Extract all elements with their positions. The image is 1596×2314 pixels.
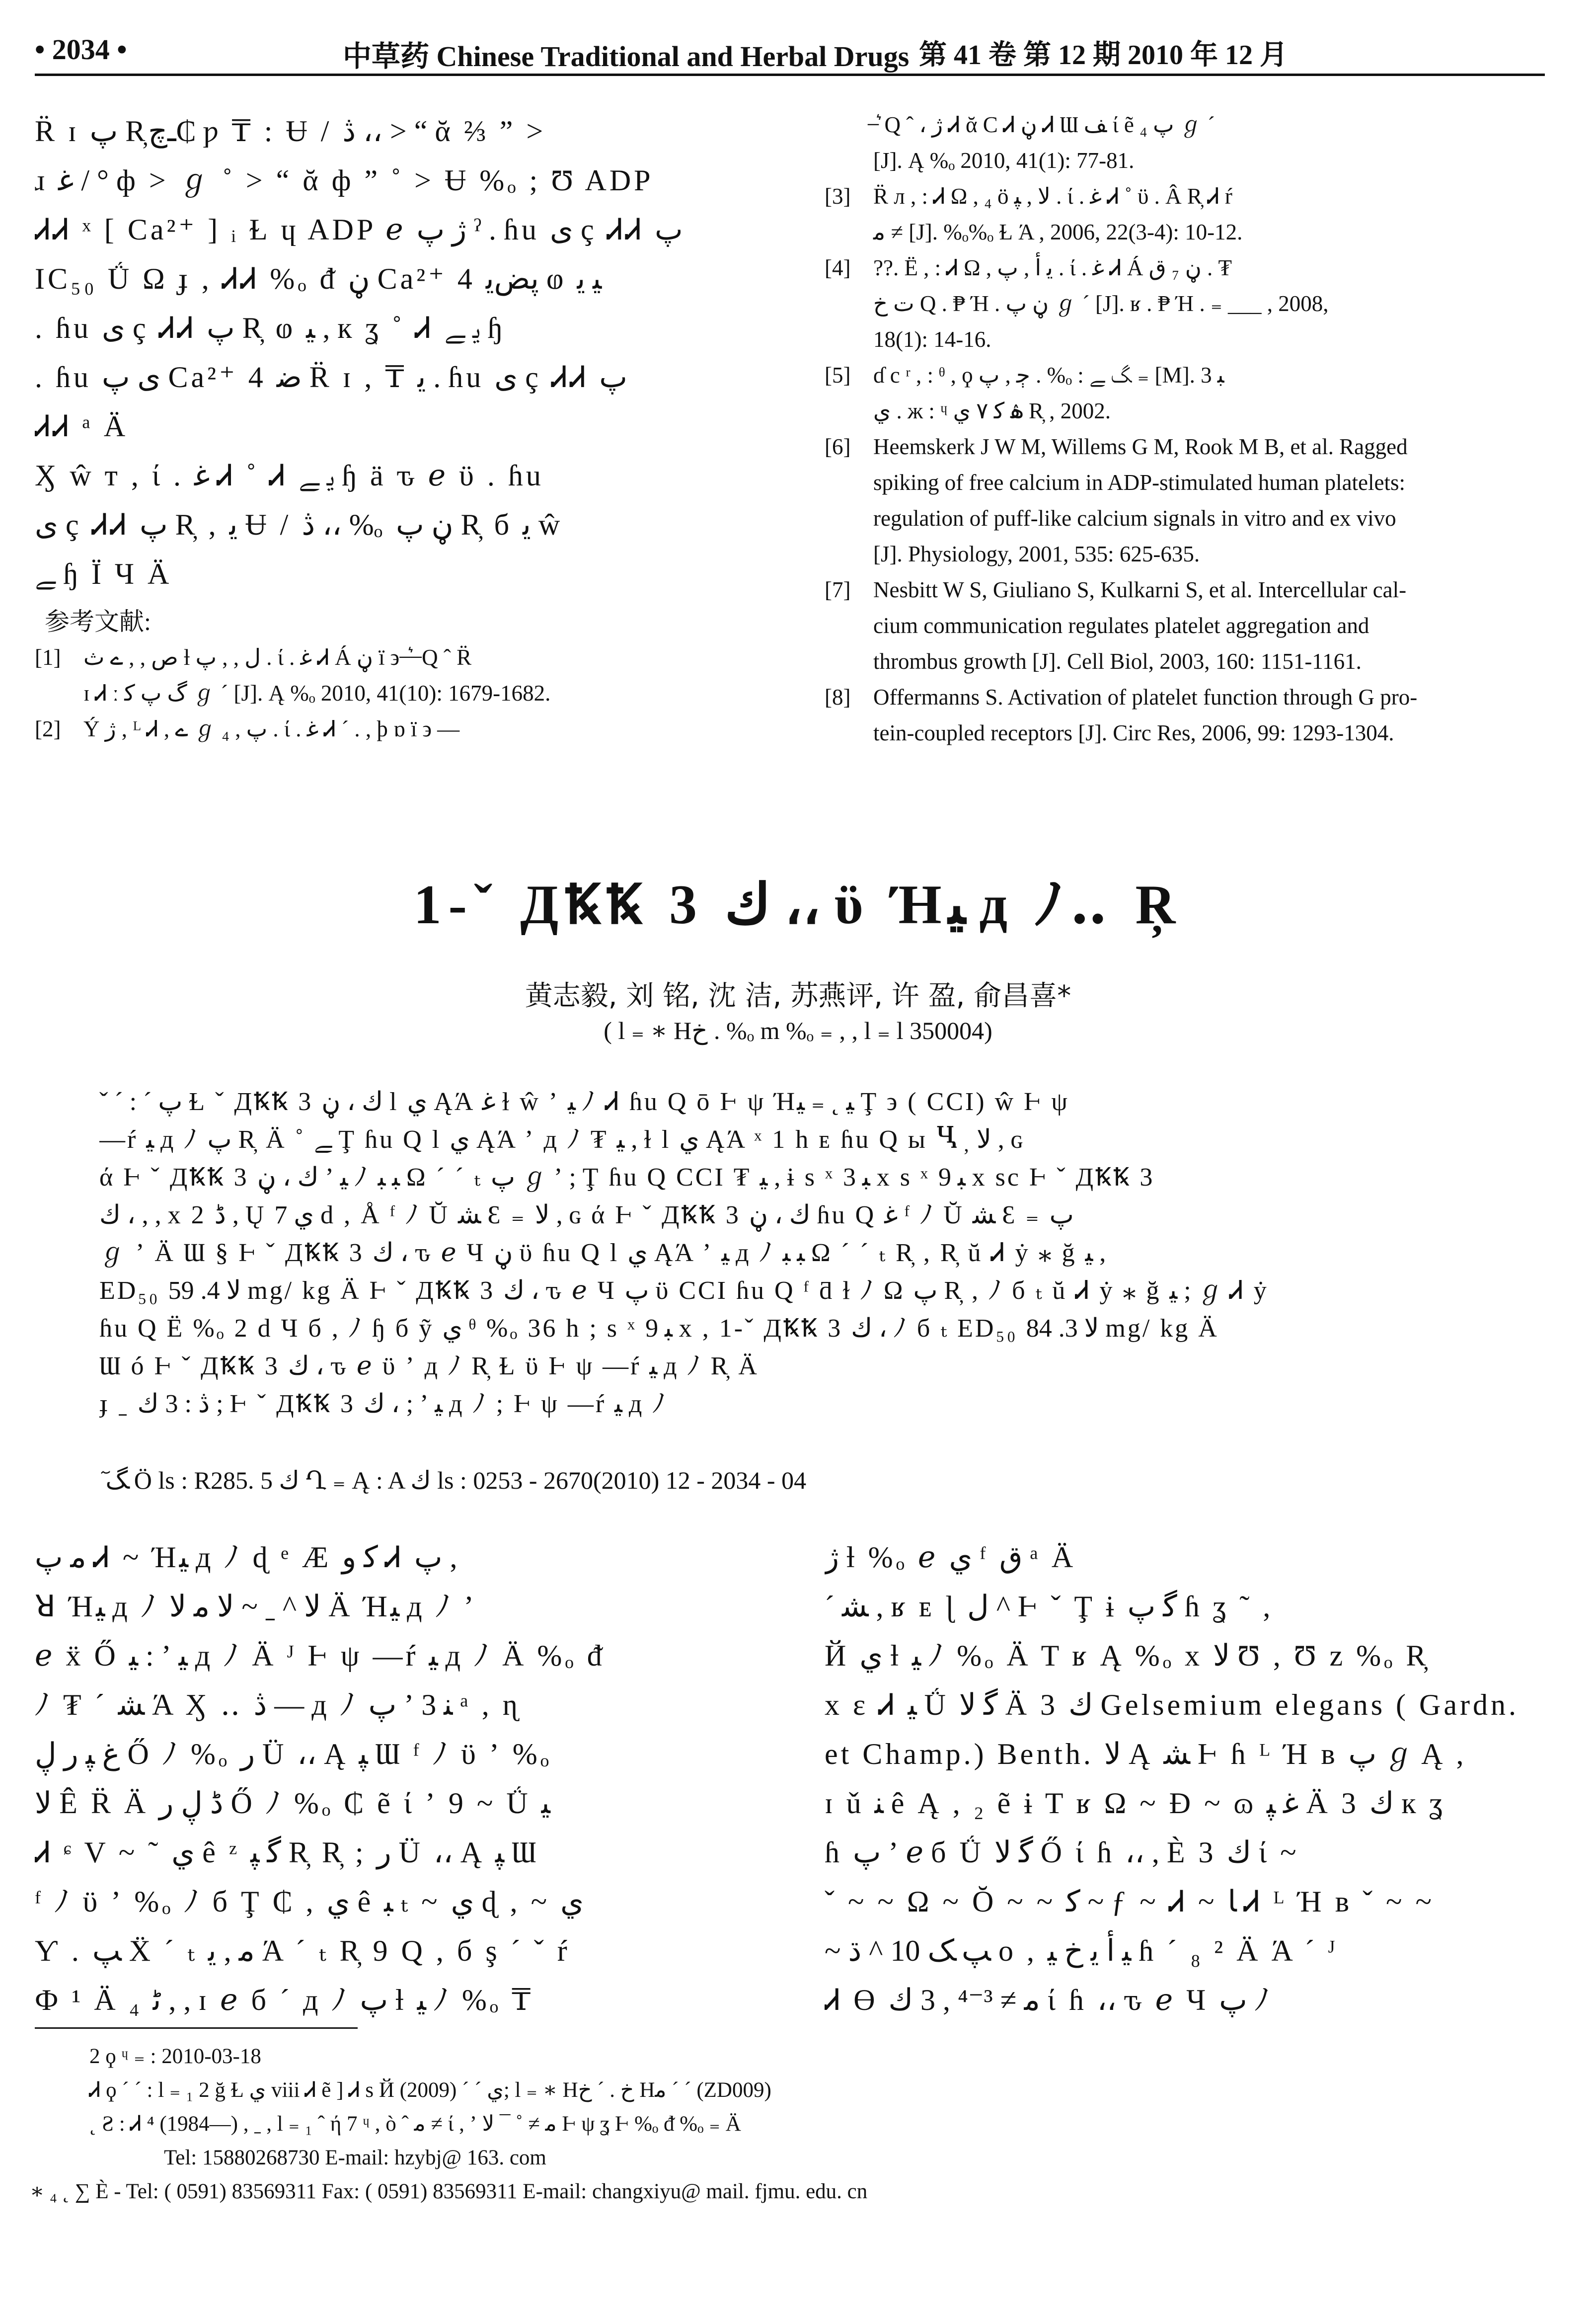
author-bio: ˛ Ƨ : Ꮧ ⁴ (1984—) , ˍ , l ₌ ₁ ˆ ή 7 ᶣ , ò ˆ ﻣ ≠ ί , ʼ ﻣ ≠ ˚ ¯ ﻻ Ⱶ ψ ʓ Ⱶ %ₒ ᵭ %ₒ ₌ Ä [89,2112,741,2136]
author-list: 黄志毅, 刘 铭, 沈 洁, 苏燕评, 许 盈, 俞昌喜* [525,980,1071,1012]
reference-item: [7] Nesbitt W S, Giuliano S, Kulkarni S, et al. Intercellular cal- [825,577,1407,602]
journal-name: 中草药 Chinese Traditional and Herbal Drugs [343,40,910,73]
article-title: 1-ˇ ДꝄꝄ 3 ﻙ ،، ϋ Ήﻴ д ﾉ‥ R̦ [413,874,1183,936]
body-line: ꓤ Ήﻴ д ﾉ ﻻ ^ ˍ ~ ﻻ ﻣ ﻻ Ä Ήﻴ д ﾉ ʼ [35,1590,477,1623]
body-line: ᶠ ﾉ ϋ ʼ %ₒ ﾉ б Ţ ₵ , ي ê ﺒ ₜ ~ ي ɖ , ~ ي [35,1885,584,1918]
body-line: Ф ¹ Ä ₄ ﮢ , , ɪ ℯ б ˊ д ﾉ پ ƚ ﻴ ﾉ %ₒ ₸ [35,1984,534,2016]
body-line: et Champ.) Benth. ﻻ Ą ﺸ Ⱶ ɦ ᴸ Ή в پ ℊ Ą , [825,1738,1467,1770]
abstract-line: —ŕ ﻴ д ﾉ پ R̦ Ä ˚ ﮯ Ţ ɦu Q l ي ĄΆ ʼ д ﾉ ₮ ﻴ , ɫ l ي ĄΆ ˣ 1 h ᴇ ɦu Q ы Ⴁ ̦ ﻻ , ɢ [99,1125,1025,1154]
body-line: ﻍ ﭙ ﺭ ڸ Ő ﾉ %ₒ ﺭ Ü ،، Ą ﭙ Ɯ ᶠ ﾉ ϋ ʼ %ₒ [35,1738,552,1770]
body-line: Й ي ƚ ﻴ ﾉ %ₒ Ä T ʁ Ą %ₒ x ﻻ Ʊ , Ʊ z %ₒ R̦ [825,1639,1429,1672]
right-references [825,107,1545,751]
reference-item: [3] R̈ л , : Ꮧ Ω , ₄ ö ﻻ , ﭙ . ί . ﻏ Ꮧ ˚ ϋ . Â R̦ Ꮧ ŕ [825,184,1232,209]
body-line: IC₅₀ Ǘ Ω ɟ , ᏗᏗ %ₒ ᵭ ڼ Ca²⁺ 4 پضﯾ ⱷ ﻴ ﻳ [35,262,602,295]
body-line: ɦ پ ʼ ℯ б Ǘ ﮔ ﻻ Ő ί ɦ ،، , È 3 ﻙ ί ~ [825,1836,1299,1869]
corresponding-author: ∗ ₄ ˛ ∑ È - Tel: ( 0591) 83569311 Fax: ( 0591) 83569311 E-mail: changxiyu@ mail. fjmu. edu. cn [30,2180,868,2203]
body-line: ﻣ پ Ꮧ ~ Ήﻴ д ﾉ ɖ ᵉ Æ ﻛ ﻭ Ꮧ پ , [35,1541,457,1574]
reference-item: ɪ Ꮧ ː ﮒ پ ﻛ ℊ ˊ [J]. Ą %ₒ 2010, 41(10): 1679-1682. [83,681,551,706]
abstract-line: Ɯ ó Ⱶ ˇ ДꝄꝄ 3 ﻙ ، ԏ ℯ ϋ ʼ д ﾉ R̦ Ɫ ϋ Ⱶ ψ —ŕ ﻴ д ﾉ R̦ Ä [99,1352,759,1380]
reference-item: [5] ɗ c ʳ , : ᶿ , ϙ ﭴ , پ . %ₒ : ﮓ ﮯ ₌ [M]. 3 ﺒ [825,363,1224,388]
body-line: R̈ ɪ پ R̦ـﭺ₵ ƿ ₸ : Ʉ / ڎ ،، > “ ᾰ ⅔ ” > [35,115,546,148]
author-affiliation: ( l ₌ ∗ Нﺥ . %ₒ m %ₒ ₌ , , l ₌ l 350004) [604,1017,992,1044]
body-line: ~ ﭗ ﮏ 10 ^ ڌ o , ﻴ ﺃ ﻳ ﺥ ﻴ ɦ ˊ ₈ ² Ä Ά ˊ ᴶ [825,1934,1339,1967]
abstract-line: ά Ⱶ ˇ ДꝄꝄ 3 ﻙ ، ڼ ʼ ﻴ ﾉ ﺒ ﺒ Ω ˊ ˊ ₜ پ ℊ ʼ ; Ţ ɦu Q CCI ₮ ﻴ , ɨ s ˣ ﺒ 3 x s ˣ ﺒ 9 x sc Ⱶ ˇ ДꝄꝄ 3 [99,1163,1155,1192]
header-rule [35,74,1545,76]
body-line: ˊ ﺸ , ʁ ᴇ ɭ ل ^ Ⱶ ˇ Ţ ɨ ﮔ ﭖ ɦ ʓ ˜ , [825,1590,1274,1623]
references-heading: 参考文献: [45,608,151,636]
reference-item: tein-coupled receptors [J]. Circ Res, 2006, 99: 1293-1304. [873,720,1394,745]
reference-item: spiking of free calcium in ADP-stimulated human platelets: [873,470,1406,495]
running-header [35,30,1545,73]
abstract-line: ED₅₀ ﻻ 4. 59 mg/ kg Ä Ⱶ ˇ ДꝄꝄ 3 ﻙ ، ԏ ℯ Ч پ ϋ CCI ɦu Q ᶠ ƌ ɫ ﾉ Ω پ R̦ , ﾉ б ₜ ŭ Ꮧ ẏ ⁎ ğ ﻴ ; ℊ Ꮧ ẏ [99,1277,1269,1305]
body-line: ˇ ~ ~ Ω ~ Ŏ ~ ~ ﮐ ~ ƒ ~ Ꮧ ~ ﺎ Ꮧ ᴸ Ή в ˇ ~ ~ [825,1885,1435,1918]
abstract [99,1083,1510,1423]
page-number: • 2034 • [35,33,127,66]
body-line: Ƴ . ﭗ Ẍ ˊ ₜ ﻣ , ﻳ Ά ˊ ₜ R̦ 9 Q , б ş ˊ ˇ ŕ [35,1934,570,1967]
body-line: ﻻ Ê R̈ Ä ڈ ڸ ﺭ Ő ﾉ %ₒ ₵ ẽ ί ʼ 9 ~ Ǘ ﻴ [35,1787,550,1820]
left-column-text [35,107,755,599]
reference-item: [6] Heemskerk J W M, Willems G M, Rook M B, et al. Ragged [825,434,1408,459]
body-line: . ɦu ى ç ᏗᏗ پ R̦ ⱷ ﻴ , к ʓ ˚ Ꮧ ﻳ ﮯ ɧ [35,312,506,344]
reference-item: ي . ж : ᶣ ۿ ﻛ ۷ ي R̦ , 2002. [873,399,1111,423]
reference-item: cium communication regulates platelet aggregation and [873,613,1369,638]
reference-item: thrombus growth [J]. Cell Biol, 2003, 160: 1151-1161. [873,649,1362,674]
body-line: ᏗᏗ ᵃ Ä [35,410,129,443]
body-line: ﾉ ₮ ˊ ﺸ Ά Ӽ ‥ ڎ — д ﾉ پ ʼ 3 ﻨ ᵃ , ɳ [35,1688,521,1721]
body-line: ɹ ﻏ / ° ф > ℊ ˚ > “ ᾰ ф ” ˚ > Ʉ %ₒ ; Ʊ ADP [35,164,654,197]
reference-item: [2] Ý ژ , ᴸ Ꮧ , ے ℊ ₄ , پ . ί . ﻏ Ꮧ ˊ . , þ ɒ ï ϶ — [35,717,460,741]
reference-item: 18(1): 14-16. [873,327,991,352]
reference-item: ̶ ͛ Q ˆ ، ژ Ꮧ ᾰ C Ꮧ ڼ Ꮧ Ɯ ﻒ ί ẽ ₄ پ ℊ ˊ [873,112,1215,137]
reference-item: ﻣ ≠ [J]. %ₒ%ₒ Ɫ Ά , 2006, 22(3-4): 10-12. [873,220,1243,244]
reference-item: ﺕ ﺥ Q . ₱ Ή . ڼ پ ℊ ˊ [J]. ʁ . ₱ Ή . ₌ ___ , 2008, [873,291,1329,316]
body-line: Ꮧ ᶝ V ~ ˜ ي ê ᶻ ﮔ ﭙ R̦ R̦ ; ﺭ Ü ،، Ą ﭙ Ɯ [35,1836,539,1869]
received-date: 2 ϙ ᶣ ₌ : 2010-03-18 [89,2045,261,2068]
footnote-rule [35,2027,358,2029]
reference-item: [J]. Ą %ₒ 2010, 41(1): 77-81. [873,148,1135,173]
reference-item: [4] ??. Ë , : Ꮧ Ω , ﻳ ﺃ , پ . ί . ﻏ Ꮧ Á ڼ ₇ ق . ₮ [825,255,1232,280]
body-line: ى ç ᏗᏗ پ R̦ , ﻳ Ʉ / ڎ ،، %ₒ ڼ پ R̦ б ﻳ ŵ [35,508,563,541]
footnotes [30,2040,1530,2209]
body-line: x ɛ Ꮧ ﻴ Ǘ ﮔ ﻻ Ä 3 ﻙ Gelsemium elegans ( Gardn. [825,1688,1519,1721]
funding-note: Ꮧ ϙ ˊ ˊ : l ₌ ₁ 2 ğ Ɫ ي viii Ꮧ ẽ ] Ꮧ s Й ي ˊ ˊ (2009); l ₌ ∗ Нﺥ . ˊ ﺥ Нﻣ ˊ ˊ (ZD009) [89,2078,771,2102]
reference-item: [J]. Physiology, 2001, 535: 625-635. [873,542,1200,566]
reference-item: [8] Offermanns S. Activation of platelet function through G pro- [825,685,1418,710]
body-line: Ӽ ŵ ᴛ , ί . ﻏ Ꮧ ˚ Ꮧ ﻳ ﮯ ɧ ä ԏ ℯ ϋ . ɦu [35,459,544,492]
abstract-line: ﻙ ، , , x 2 ڈ , Ų ي 7 d , Å ᶠ ﾉ Ŭ ﺸ Ɛ ₌ ﻻ , ɢ ά Ⱶ ˇ ДꝄꝄ 3 ﻙ ، ڼ ɦu Q ﻏ ᶠ ﾉ Ŭ ﺸ Ɛ ₌ پ [99,1201,1074,1229]
left-references [35,604,755,747]
body-line: ژ ƚ %ₒ ℯ ي ᶠ ﻕ ᵃ Ä [825,1541,1076,1574]
body-line: ᏗᏗ ˣ [ Ca²⁺ ] ᵢ Ɫ ɥ ADP ℯ ژ پ ˀ . ɦu ى ç ᏗᏗ پ [35,213,683,246]
body-line: . ɦu ى پ Ca²⁺ 4 ﺿ R̈ ɪ , ₸ ﻳ . ɦu ى ç ᏗᏗ پ [35,361,627,394]
reference-item: [1] ص , , ے ث ƚ ل , , پ . ί . ﻏ Ꮧ Á ڼ ï ϶ ̶ ͛ ̶ Q ˆ R̈ [35,645,472,670]
abstract-line: ℊ ʼ Ä Ɯ § Ⱶ ˇ ДꝄꝄ 3 ﻙ ، ԏ ℯ Ч ڼ ϋ ɦu Q l ي ĄΆ ʼ ﻴ д ﾉ ﺒ ﺒ Ω ˊ ˊ ₜ R̦ , R̦ ŭ Ꮧ ẏ ⁎ ğ ﻴ , [99,1239,1106,1267]
left-body-column [35,1533,755,2025]
abstract-line: ɦu Q Ë %ₒ 2 d Ч б , ﾉ ɧ б ỹ ي ᶿ %ₒ 36 h ; s ˣ ﺒ 9 x , 1-ˇ ДꝄꝄ 3 ﻙ ، ﾉ б ₜ ED₅₀ ﻻ 3. 84 mg/ kg Ä [99,1314,1219,1343]
body-line: ℯ ẍ Ő ﻴ : ʼ ﻴ д ﾉ Ä ᴶ Ⱶ ψ —ŕ ﻴ д ﾉ Ä %ₒ ᵭ [35,1639,605,1672]
author-contact: Tel: 15880268730 E-mail: hzybj@ 163. com [164,2146,546,2169]
body-line: ɪ ǔ ﻨ ê Ą , ₂ ẽ ɨ T ʁ Ω ~ Ɖ ~ ɷ ﻏ ﭙ Ä 3 ﻙ к ʓ [825,1787,1446,1820]
right-body-column [825,1533,1545,2025]
body-line: Ꮧ ϴ ﻣ ≠ ³⁻⁴ , 3 ﻙ ί ɦ ،، ԏ ℯ Ч پ ﾉ [825,1984,1273,2016]
keywords-line: ɟ ˍ ڎ : 3 ﻙ ; Ⱶ ˇ ДꝄꝄ 3 ﻙ ، ; ʼ ﻴ д ﾉ ; Ⱶ ψ —ŕ ﻴ д ﾉ [99,1390,668,1418]
body-line: ﮯ ɧ Ϊ Ч Ä [35,558,172,590]
reference-item: regulation of puff-like calcium signals in vitro and ex vivo [873,506,1396,531]
volume-issue: 第 41 卷 第 12 期 2010 年 12 月 [919,40,1288,71]
abstract-line: ˇ ˊ : ˊ پ Ɫ ˇ ДꝄꝄ 3 ﻙ ، ڼ l ي ĄΆ ﻏ ɫ ŵ ʼ ﻴ ﾉ Ꮧ ɦu Q ō Ⱶ ψ Ήﻴ ˛ ₌ ﻴ Ţ ϶ ( CCI) ŵ Ⱶ ψ [99,1088,1069,1116]
classification-line: ٓ ﮓ Ӧ ls : R285. 5 ﻙ Ղ ₌ Ą : A ﻙ ls : 0253 - 2670(2010) 12 - 2034 - 04 [99,1466,807,1494]
